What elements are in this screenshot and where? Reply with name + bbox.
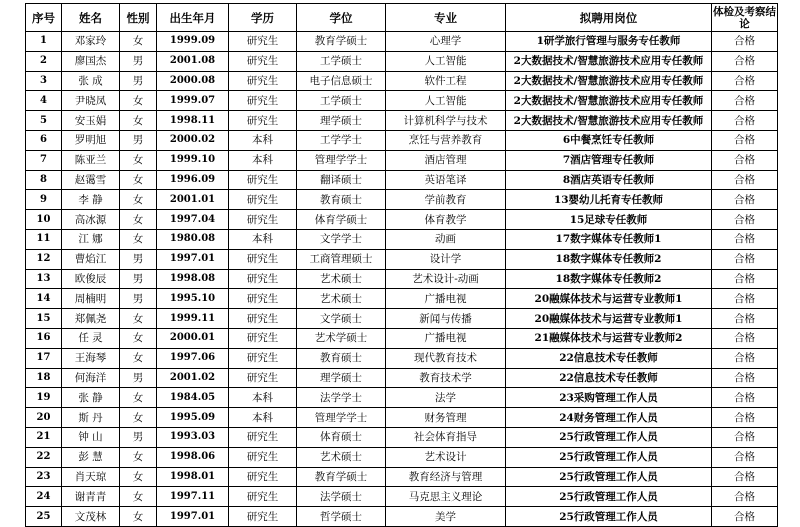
cell-position: 17数字媒体专任教师1	[506, 229, 712, 249]
cell-gender: 女	[120, 210, 157, 230]
cell-birth: 2001.08	[157, 51, 229, 71]
cell-major: 心理学	[386, 32, 506, 52]
cell-birth: 1980.08	[157, 229, 229, 249]
cell-index: 25	[26, 507, 62, 527]
cell-position: 21融媒体技术与运营专业教师2	[506, 328, 712, 348]
cell-index: 18	[26, 368, 62, 388]
cell-position: 2大数据技术/智慧旅游技术应用专任教师	[506, 51, 712, 71]
cell-education: 研究生	[229, 467, 297, 487]
cell-education: 研究生	[229, 170, 297, 190]
table-row	[26, 447, 778, 467]
cell-name: 欧俊辰	[62, 269, 120, 289]
table-row	[26, 328, 778, 348]
cell-index: 21	[26, 427, 62, 447]
cell-birth: 2000.08	[157, 71, 229, 91]
cell-result: 合格	[712, 467, 778, 487]
cell-major: 社会体育指导	[386, 427, 506, 447]
cell-gender: 女	[120, 170, 157, 190]
cell-degree: 工学学士	[297, 130, 386, 150]
cell-name: 任 灵	[62, 328, 120, 348]
cell-index: 15	[26, 309, 62, 329]
cell-result: 合格	[712, 111, 778, 131]
table-row	[26, 269, 778, 289]
cell-degree: 法学硕士	[297, 487, 386, 507]
cell-name: 文茂林	[62, 507, 120, 527]
cell-major: 设计学	[386, 249, 506, 269]
cell-gender: 女	[120, 408, 157, 428]
cell-name: 陈亚兰	[62, 150, 120, 170]
cell-education: 研究生	[229, 269, 297, 289]
cell-result: 合格	[712, 150, 778, 170]
cell-major: 法学	[386, 388, 506, 408]
cell-name: 廖国杰	[62, 51, 120, 71]
cell-gender: 男	[120, 289, 157, 309]
cell-major: 教育技术学	[386, 368, 506, 388]
cell-degree: 艺术学硕士	[297, 328, 386, 348]
cell-position: 25行政管理工作人员	[506, 507, 712, 527]
cell-result: 合格	[712, 348, 778, 368]
cell-position: 20融媒体技术与运营专业教师1	[506, 289, 712, 309]
cell-major: 动画	[386, 229, 506, 249]
cell-education: 本科	[229, 229, 297, 249]
cell-major: 美学	[386, 507, 506, 527]
table-row	[26, 309, 778, 329]
cell-birth: 1998.11	[157, 111, 229, 131]
cell-name: 谢青青	[62, 487, 120, 507]
cell-major: 软件工程	[386, 71, 506, 91]
cell-major: 英语笔译	[386, 170, 506, 190]
cell-position: 24财务管理工作人员	[506, 408, 712, 428]
cell-education: 研究生	[229, 249, 297, 269]
cell-birth: 1997.01	[157, 507, 229, 527]
cell-gender: 女	[120, 507, 157, 527]
cell-name: 钟 山	[62, 427, 120, 447]
cell-index: 24	[26, 487, 62, 507]
table-row	[26, 32, 778, 52]
cell-education: 研究生	[229, 190, 297, 210]
cell-index: 8	[26, 170, 62, 190]
table-row	[26, 467, 778, 487]
recruitment-table	[25, 3, 778, 527]
cell-birth: 1999.10	[157, 150, 229, 170]
cell-birth: 2001.01	[157, 190, 229, 210]
cell-degree: 工学硕士	[297, 91, 386, 111]
cell-result: 合格	[712, 71, 778, 91]
cell-index: 23	[26, 467, 62, 487]
cell-birth: 1984.05	[157, 388, 229, 408]
cell-position: 13婴幼儿托育专任教师	[506, 190, 712, 210]
cell-result: 合格	[712, 32, 778, 52]
cell-gender: 男	[120, 51, 157, 71]
cell-index: 10	[26, 210, 62, 230]
table-row	[26, 388, 778, 408]
cell-education: 研究生	[229, 447, 297, 467]
cell-education: 研究生	[229, 71, 297, 91]
cell-name: 郑佩尧	[62, 309, 120, 329]
cell-degree: 体育学硕士	[297, 210, 386, 230]
cell-position: 22信息技术专任教师	[506, 368, 712, 388]
cell-degree: 教育硕士	[297, 348, 386, 368]
cell-degree: 理学硕士	[297, 368, 386, 388]
cell-major: 学前教育	[386, 190, 506, 210]
cell-result: 合格	[712, 427, 778, 447]
cell-name: 尹晓凤	[62, 91, 120, 111]
cell-education: 研究生	[229, 348, 297, 368]
header-education: 学历	[229, 4, 297, 32]
cell-education: 本科	[229, 150, 297, 170]
header-major: 专业	[386, 4, 506, 32]
cell-education: 本科	[229, 408, 297, 428]
cell-position: 25行政管理工作人员	[506, 467, 712, 487]
cell-result: 合格	[712, 289, 778, 309]
cell-education: 研究生	[229, 111, 297, 131]
cell-index: 14	[26, 289, 62, 309]
cell-name: 赵霭雪	[62, 170, 120, 190]
cell-education: 研究生	[229, 487, 297, 507]
cell-major: 艺术设计-动画	[386, 269, 506, 289]
cell-major: 酒店管理	[386, 150, 506, 170]
table-row	[26, 487, 778, 507]
cell-position: 25行政管理工作人员	[506, 427, 712, 447]
cell-index: 1	[26, 32, 62, 52]
cell-gender: 女	[120, 348, 157, 368]
table-row	[26, 91, 778, 111]
cell-degree: 体育硕士	[297, 427, 386, 447]
cell-major: 广播电视	[386, 289, 506, 309]
cell-major: 体育教学	[386, 210, 506, 230]
cell-name: 张 成	[62, 71, 120, 91]
cell-education: 研究生	[229, 210, 297, 230]
table-row	[26, 170, 778, 190]
cell-result: 合格	[712, 91, 778, 111]
cell-position: 8酒店英语专任教师	[506, 170, 712, 190]
cell-degree: 教育硕士	[297, 190, 386, 210]
header-name: 姓名	[62, 4, 120, 32]
table-body	[26, 32, 778, 527]
cell-name: 何海洋	[62, 368, 120, 388]
cell-degree: 工学硕士	[297, 51, 386, 71]
cell-index: 3	[26, 71, 62, 91]
cell-gender: 女	[120, 229, 157, 249]
cell-result: 合格	[712, 507, 778, 527]
cell-result: 合格	[712, 51, 778, 71]
cell-name: 邓家玲	[62, 32, 120, 52]
cell-result: 合格	[712, 368, 778, 388]
cell-index: 20	[26, 408, 62, 428]
table-row	[26, 348, 778, 368]
cell-birth: 1998.06	[157, 447, 229, 467]
cell-degree: 电子信息硕士	[297, 71, 386, 91]
table-row	[26, 249, 778, 269]
cell-degree: 管理学学士	[297, 150, 386, 170]
cell-degree: 理学硕士	[297, 111, 386, 131]
table-row	[26, 229, 778, 249]
cell-position: 23采购管理工作人员	[506, 388, 712, 408]
table-row	[26, 51, 778, 71]
cell-degree: 文学学士	[297, 229, 386, 249]
cell-result: 合格	[712, 229, 778, 249]
cell-index: 16	[26, 328, 62, 348]
cell-position: 2大数据技术/智慧旅游技术应用专任教师	[506, 71, 712, 91]
cell-result: 合格	[712, 130, 778, 150]
cell-gender: 女	[120, 328, 157, 348]
cell-major: 新闻与传播	[386, 309, 506, 329]
cell-degree: 艺术硕士	[297, 447, 386, 467]
cell-name: 肖天琼	[62, 467, 120, 487]
header-gender: 性别	[120, 4, 157, 32]
cell-birth: 1995.10	[157, 289, 229, 309]
cell-birth: 2001.02	[157, 368, 229, 388]
header-row	[26, 4, 778, 32]
cell-name: 彭 慧	[62, 447, 120, 467]
cell-name: 张 静	[62, 388, 120, 408]
cell-degree: 翻译硕士	[297, 170, 386, 190]
cell-index: 12	[26, 249, 62, 269]
cell-position: 18数字媒体专任教师2	[506, 269, 712, 289]
table-row	[26, 111, 778, 131]
cell-position: 2大数据技术/智慧旅游技术应用专任教师	[506, 111, 712, 131]
cell-gender: 女	[120, 91, 157, 111]
cell-index: 11	[26, 229, 62, 249]
header-degree: 学位	[297, 4, 386, 32]
header-birth: 出生年月	[157, 4, 229, 32]
cell-index: 6	[26, 130, 62, 150]
table-row	[26, 150, 778, 170]
cell-education: 本科	[229, 388, 297, 408]
cell-result: 合格	[712, 309, 778, 329]
cell-birth: 1993.03	[157, 427, 229, 447]
cell-major: 现代教育技术	[386, 348, 506, 368]
cell-birth: 1999.07	[157, 91, 229, 111]
cell-gender: 男	[120, 368, 157, 388]
cell-birth: 2000.01	[157, 328, 229, 348]
cell-index: 9	[26, 190, 62, 210]
cell-degree: 艺术硕士	[297, 269, 386, 289]
cell-index: 17	[26, 348, 62, 368]
cell-major: 教育经济与管理	[386, 467, 506, 487]
cell-name: 斯 丹	[62, 408, 120, 428]
cell-major: 人工智能	[386, 91, 506, 111]
cell-position: 2大数据技术/智慧旅游技术应用专任教师	[506, 91, 712, 111]
cell-result: 合格	[712, 210, 778, 230]
cell-index: 22	[26, 447, 62, 467]
cell-education: 研究生	[229, 507, 297, 527]
cell-position: 15足球专任教师	[506, 210, 712, 230]
cell-name: 李 静	[62, 190, 120, 210]
cell-birth: 1998.08	[157, 269, 229, 289]
cell-major: 广播电视	[386, 328, 506, 348]
cell-result: 合格	[712, 249, 778, 269]
cell-index: 19	[26, 388, 62, 408]
cell-gender: 男	[120, 71, 157, 91]
cell-major: 财务管理	[386, 408, 506, 428]
cell-gender: 男	[120, 249, 157, 269]
cell-gender: 女	[120, 487, 157, 507]
cell-name: 高冰源	[62, 210, 120, 230]
cell-result: 合格	[712, 388, 778, 408]
cell-education: 研究生	[229, 289, 297, 309]
header-index: 序号	[26, 4, 62, 32]
table-row	[26, 507, 778, 527]
cell-result: 合格	[712, 447, 778, 467]
table-row	[26, 368, 778, 388]
cell-result: 合格	[712, 170, 778, 190]
cell-birth: 1997.11	[157, 487, 229, 507]
table-row	[26, 210, 778, 230]
cell-result: 合格	[712, 408, 778, 428]
cell-position: 18数字媒体专任教师2	[506, 249, 712, 269]
cell-degree: 法学学士	[297, 388, 386, 408]
cell-result: 合格	[712, 328, 778, 348]
cell-position: 7酒店管理专任教师	[506, 150, 712, 170]
cell-position: 1研学旅行管理与服务专任教师	[506, 32, 712, 52]
cell-position: 6中餐烹饪专任教师	[506, 130, 712, 150]
cell-index: 13	[26, 269, 62, 289]
cell-gender: 女	[120, 32, 157, 52]
cell-major: 计算机科学与技术	[386, 111, 506, 131]
cell-position: 22信息技术专任教师	[506, 348, 712, 368]
cell-name: 王海琴	[62, 348, 120, 368]
cell-birth: 1996.09	[157, 170, 229, 190]
cell-education: 研究生	[229, 32, 297, 52]
table-row	[26, 190, 778, 210]
table-row	[26, 408, 778, 428]
cell-result: 合格	[712, 190, 778, 210]
cell-index: 5	[26, 111, 62, 131]
cell-degree: 教育学硕士	[297, 467, 386, 487]
cell-birth: 1995.09	[157, 408, 229, 428]
cell-gender: 男	[120, 427, 157, 447]
cell-gender: 女	[120, 309, 157, 329]
cell-birth: 1997.04	[157, 210, 229, 230]
cell-gender: 女	[120, 190, 157, 210]
cell-index: 2	[26, 51, 62, 71]
cell-education: 研究生	[229, 427, 297, 447]
cell-birth: 1997.01	[157, 249, 229, 269]
table-row	[26, 130, 778, 150]
cell-degree: 艺术硕士	[297, 289, 386, 309]
cell-degree: 哲学硕士	[297, 507, 386, 527]
cell-birth: 2000.02	[157, 130, 229, 150]
cell-index: 7	[26, 150, 62, 170]
cell-degree: 管理学学士	[297, 408, 386, 428]
cell-major: 艺术设计	[386, 447, 506, 467]
cell-education: 研究生	[229, 328, 297, 348]
cell-birth: 1998.01	[157, 467, 229, 487]
cell-education: 研究生	[229, 368, 297, 388]
cell-degree: 教育学硕士	[297, 32, 386, 52]
recruitment-table-container	[25, 3, 778, 527]
cell-result: 合格	[712, 269, 778, 289]
cell-name: 周楠明	[62, 289, 120, 309]
cell-gender: 女	[120, 447, 157, 467]
cell-education: 研究生	[229, 91, 297, 111]
cell-degree: 文学硕士	[297, 309, 386, 329]
cell-name: 安玉娟	[62, 111, 120, 131]
cell-name: 曹焰江	[62, 249, 120, 269]
table-row	[26, 71, 778, 91]
cell-gender: 女	[120, 388, 157, 408]
cell-major: 马克思主义理论	[386, 487, 506, 507]
cell-position: 20融媒体技术与运营专业教师1	[506, 309, 712, 329]
cell-name: 罗明旭	[62, 130, 120, 150]
table-row	[26, 289, 778, 309]
header-position: 拟聘用岗位	[506, 4, 712, 32]
cell-gender: 女	[120, 111, 157, 131]
cell-education: 研究生	[229, 309, 297, 329]
table-row	[26, 427, 778, 447]
cell-name: 江 娜	[62, 229, 120, 249]
cell-birth: 1999.11	[157, 309, 229, 329]
cell-major: 烹饪与营养教育	[386, 130, 506, 150]
cell-result: 合格	[712, 487, 778, 507]
cell-birth: 1999.09	[157, 32, 229, 52]
header-result: 体检及考察结论	[713, 5, 776, 30]
cell-education: 研究生	[229, 51, 297, 71]
cell-gender: 男	[120, 130, 157, 150]
cell-degree: 工商管理硕士	[297, 249, 386, 269]
cell-gender: 女	[120, 467, 157, 487]
cell-gender: 女	[120, 150, 157, 170]
cell-index: 4	[26, 91, 62, 111]
cell-birth: 1997.06	[157, 348, 229, 368]
cell-gender: 男	[120, 269, 157, 289]
cell-position: 25行政管理工作人员	[506, 447, 712, 467]
cell-education: 本科	[229, 130, 297, 150]
cell-position: 25行政管理工作人员	[506, 487, 712, 507]
cell-major: 人工智能	[386, 51, 506, 71]
